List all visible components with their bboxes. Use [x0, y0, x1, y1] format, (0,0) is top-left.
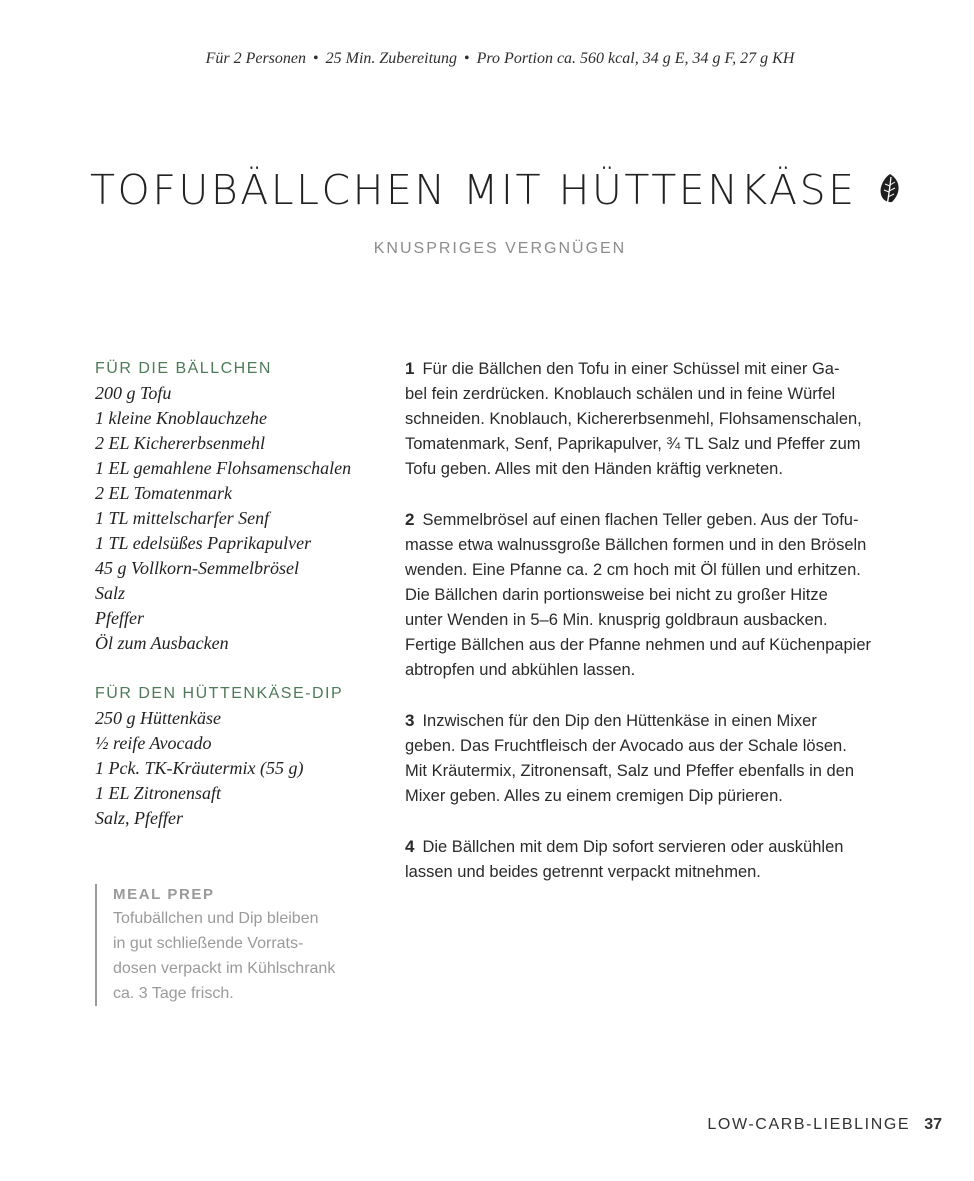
ingredient-item: 2 EL Kichererbsenmehl [95, 433, 265, 453]
step-text-line [405, 608, 915, 633]
separator-dot: • [313, 50, 319, 67]
ingredient-item: Pfeffer [95, 608, 144, 628]
recipe-meta [0, 50, 974, 68]
ingredient-item: Salz, Pfeffer [95, 808, 183, 828]
ingredient-item: 1 EL gemahlene Flohsamenschalen [95, 458, 352, 478]
step-text: Mit Kräutermix, Zitronensaft, Salz und Pfeffer ebenfalls in den [405, 762, 855, 780]
instruction-step [405, 834, 915, 885]
recipe-title: TOFUBÄLLCHEN MIT HÜTTENKÄSE [90, 166, 857, 214]
meal-prep-line: Tofubällchen und Dip bleiben [113, 910, 319, 927]
ingredient-item: Salz [95, 583, 126, 603]
meal-prep-text [113, 906, 383, 1006]
ingredient-item: 1 kleine Knoblauchzehe [95, 408, 267, 428]
step-text: Semmelbrösel auf einen flachen Teller geben. Aus der Tofu- [422, 511, 859, 529]
ingredient-item: 1 Pck. TK-Kräutermix (55 g) [95, 758, 304, 778]
ingredient-item: 45 g Vollkorn-Semmelbrösel [95, 558, 299, 578]
leaf-icon [877, 172, 903, 208]
meal-prep-line: in gut schließende Vorrats- [113, 935, 304, 952]
step-text: Fertige Bällchen aus der Pfanne nehmen und auf Küchenpapier [405, 636, 871, 654]
separator-dot: • [464, 50, 470, 67]
step-text: Für die Bällchen den Tofu in einer Schüssel mit einer Ga- [422, 360, 840, 378]
recipe-subtitle: KNUSPRIGES VERGNÜGEN [373, 240, 627, 257]
step-text-line [405, 432, 915, 457]
step-number: 2 [405, 510, 415, 529]
step-text: Tofu geben. Alles mit den Händen kräftig verkneten. [405, 460, 783, 478]
nutrition-info: Pro Portion ca. 560 kcal, 34 g E, 34 g F, 27 g KH [476, 50, 795, 67]
section-name: LOW-CARB-LIEBLINGE [707, 1116, 911, 1133]
step-number: 4 [405, 837, 415, 856]
step-text-line [405, 507, 915, 533]
ingredient-item: ½ reife Avocado [95, 733, 212, 753]
step-text-line [405, 633, 915, 658]
step-text-line [405, 382, 915, 407]
section-spacer [95, 656, 385, 681]
ingredient-item: 2 EL Tomatenmark [95, 483, 233, 503]
step-text: unter Wenden in 5–6 Min. knusprig goldbraun ausbacken. [405, 611, 828, 629]
step-number: 1 [405, 359, 415, 378]
step-text-line [405, 784, 915, 809]
ingredient-item: 250 g Hüttenkäse [95, 708, 221, 728]
instruction-step [405, 708, 915, 809]
ingredient-item: 1 EL Zitronensaft [95, 783, 222, 803]
step-text-line [405, 834, 915, 860]
page-footer [707, 1116, 942, 1134]
meal-prep-line: dosen verpackt im Kühlschrank [113, 960, 336, 977]
ingredients-column [95, 356, 385, 831]
meal-prep-box [95, 884, 383, 1006]
step-text-line [405, 533, 915, 558]
step-text: schneiden. Knoblauch, Kichererbsenmehl, Flohsamenschalen, [405, 410, 862, 428]
step-text-line [405, 860, 915, 885]
step-text: masse etwa walnussgroße Bällchen formen und in den Bröseln [405, 536, 867, 554]
step-text-line [405, 708, 915, 734]
instruction-step [405, 356, 915, 482]
ingredient-section-heading: FÜR DEN HÜTTENKÄSE-DIP [95, 685, 344, 702]
title-block [90, 166, 920, 214]
step-text: abtropfen und abkühlen lassen. [405, 661, 636, 679]
step-text-line [405, 759, 915, 784]
instructions-column [405, 356, 915, 910]
step-text: bel fein zerdrücken. Knoblauch schälen und in feine Würfel [405, 385, 836, 403]
ingredient-item: 1 TL mittelscharfer Senf [95, 508, 270, 528]
meal-prep-line: ca. 3 Tage frisch. [113, 985, 234, 1002]
ingredient-item: 1 TL edelsüßes Paprikapulver [95, 533, 312, 553]
step-text: Die Bällchen darin portionsweise bei nicht zu großer Hitze [405, 586, 828, 604]
step-text: wenden. Eine Pfanne ca. 2 cm hoch mit Öl füllen und erhitzen. [405, 561, 861, 579]
step-text-line [405, 658, 915, 683]
servings: Für 2 Personen [205, 50, 307, 67]
step-text: Die Bällchen mit dem Dip sofort servieren oder auskühlen [422, 838, 844, 856]
step-text-line [405, 356, 915, 382]
step-text-line [405, 734, 915, 759]
step-text: geben. Das Fruchtfleisch der Avocado aus der Schale lösen. [405, 737, 847, 755]
step-text-line [405, 583, 915, 608]
instruction-step [405, 507, 915, 683]
step-number: 3 [405, 711, 415, 730]
step-text-line [405, 407, 915, 432]
ingredient-item: Öl zum Ausbacken [95, 633, 229, 653]
ingredient-section-heading: FÜR DIE BÄLLCHEN [95, 360, 272, 377]
step-text-line [405, 558, 915, 583]
step-text-line [405, 457, 915, 482]
meal-prep-heading: MEAL PREP [113, 886, 215, 903]
step-text: lassen und beides getrennt verpackt mitnehmen. [405, 863, 761, 881]
prep-time: 25 Min. Zubereitung [325, 50, 458, 67]
ingredient-item: 200 g Tofu [95, 383, 172, 403]
step-text: Mixer geben. Alles zu einem cremigen Dip pürieren. [405, 787, 783, 805]
page-number: 37 [924, 1116, 942, 1133]
step-text: Inzwischen für den Dip den Hüttenkäse in einen Mixer [422, 712, 817, 730]
step-text: Tomatenmark, Senf, Paprikapulver, ¾ TL Salz und Pfeffer zum [405, 435, 861, 453]
